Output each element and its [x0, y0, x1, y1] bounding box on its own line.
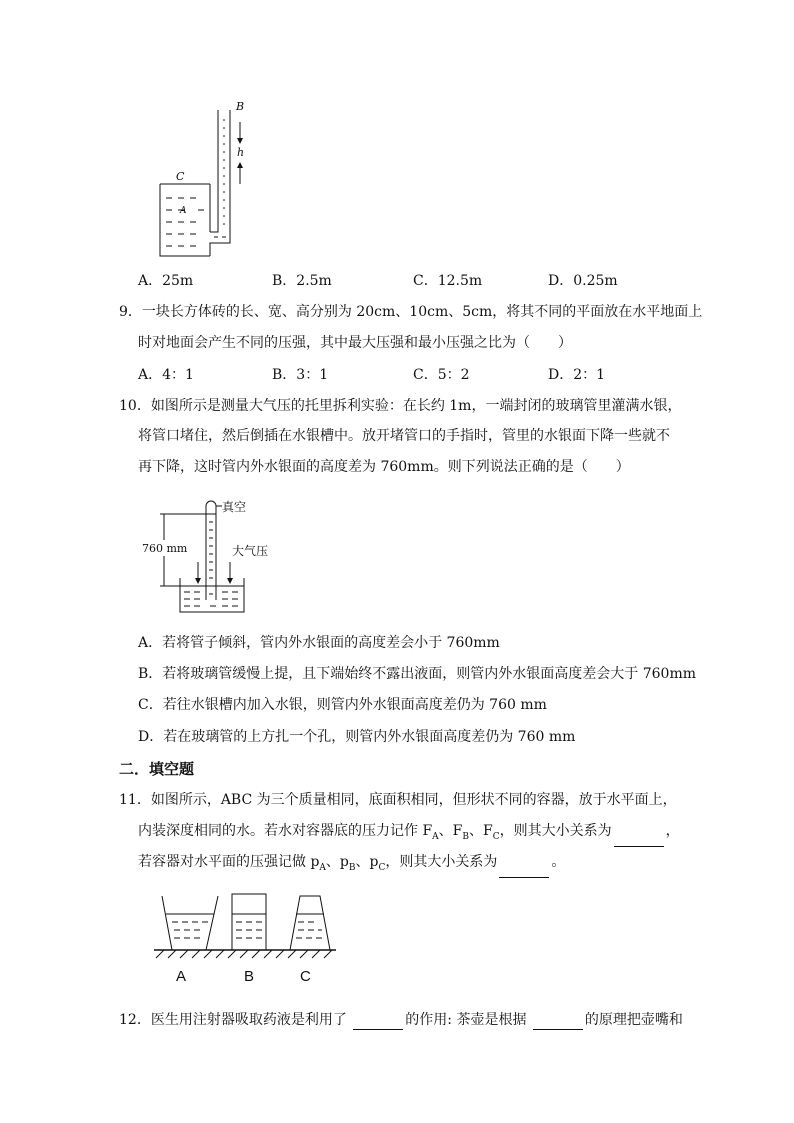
q10-option-c[interactable]: C．若往水银槽内加入水银，则管内外水银面高度差仍为 760 mm [138, 697, 547, 713]
q9-line1: 9．一块长方体砖的长、宽、高分别为 20cm、10cm、5cm，将其不同的平面放在水平地面上 [119, 304, 703, 320]
q8-option-c[interactable]: C．12.5m [413, 273, 483, 289]
label-a: A [180, 206, 187, 216]
q10-line3: 再下降，这时管内外水银面的高度差为 760mm。则下列说法正确的是（ ） [138, 459, 630, 475]
q10-option-b[interactable]: B．若将玻璃管缓慢上提，且下端始终不露出液面，则管内外水银面高度差会大于 760mm [138, 666, 697, 682]
q11-line2: 内装深度相同的水。若水对容器底的压力记作 $F_A$、$F_B$、$F_C$，则其大小关系为 ， [138, 821, 680, 847]
q8-option-a[interactable]: A．25m [138, 273, 194, 289]
q10-line1: 10．如图所示是测量大气压的托里拆利实验：在长约 1m，一端封闭的玻璃管里灌满水银， [119, 398, 682, 414]
q9-option-c[interactable]: C．5：2 [413, 367, 470, 383]
q10-option-a[interactable]: A．若将管子倾斜，管内外水银面的高度差会小于 760mm [138, 635, 500, 651]
q9-option-b[interactable]: B．3：1 [272, 367, 329, 383]
label-atm-pressure: 大气压 [232, 544, 269, 558]
connected-vessel-diagram [150, 98, 270, 258]
label-h: h [237, 146, 245, 159]
figure-q11 [150, 888, 340, 988]
answer-blank-pressure[interactable] [499, 863, 549, 878]
q9-option-d[interactable]: D．2：1 [548, 367, 606, 383]
q9-option-a[interactable]: A．4：1 [138, 367, 194, 383]
container-label-a: A [176, 968, 187, 985]
q8-option-b[interactable]: B．2.5m [272, 273, 332, 289]
section-title: 二．填空题 [119, 760, 195, 778]
container-label-c: C [300, 968, 311, 985]
figure-q8 [150, 98, 270, 258]
q11-line1: 11．如图所示，ABC 为三个质量相同，底面积相同，但形状不同的容器，放于水平面上， [119, 792, 677, 808]
three-containers-diagram [150, 888, 340, 960]
figure-q10 [140, 492, 270, 616]
answer-blank-force[interactable] [614, 832, 664, 847]
q12-line1: 12．医生用注射器吸取药液是利用了 的作用: 茶壶是根据 的原理把壶嘴和 [119, 1012, 683, 1028]
q10-line2: 将管口堵住，然后倒插在水银槽中。放开堵管口的手指时，管里的水银面下降一些就不 [138, 428, 670, 444]
q8-option-d[interactable]: D．0.25m [548, 273, 618, 289]
q10-option-d[interactable]: D．若在玻璃管的上方扎一个孔，则管内外水银面高度差仍为 760 mm [138, 729, 576, 745]
label-c: C [176, 170, 185, 183]
label-760mm: 760 mm [142, 542, 188, 555]
answer-blank-syringe[interactable] [353, 1015, 403, 1030]
answer-blank-teapot[interactable] [533, 1015, 583, 1030]
label-vacuum: 真空 [222, 500, 247, 514]
q9-line2: 时对地面会产生不同的压强，其中最大压强和最小压强之比为（ ） [138, 335, 572, 351]
q11-line3: 若容器对水平面的压强记做 $p_A$、$p_B$、$p_C$，则其大小关系为 。 [138, 852, 565, 878]
container-label-b: B [244, 968, 255, 985]
label-b: B [236, 100, 245, 113]
